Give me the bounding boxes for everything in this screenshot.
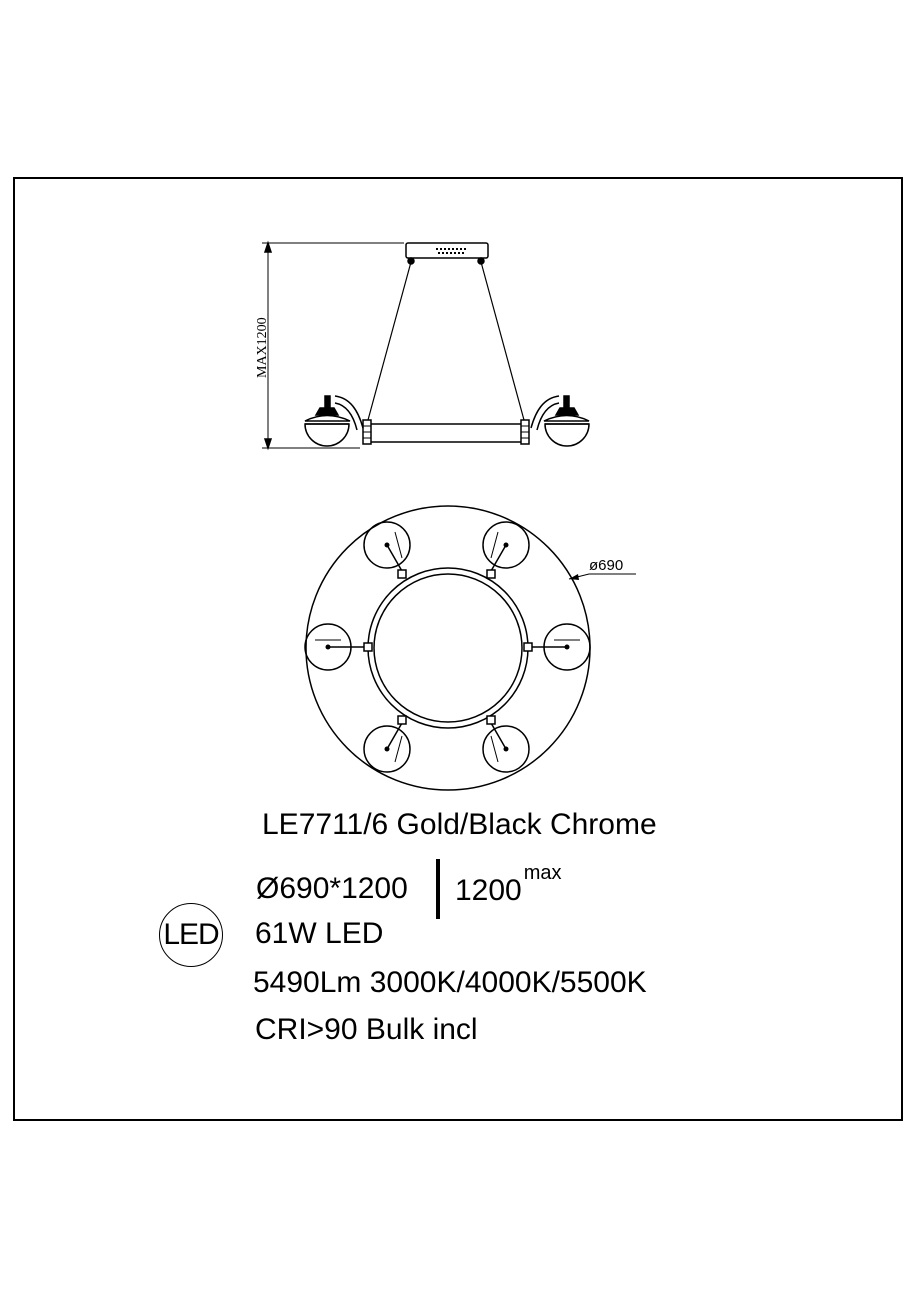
side-view <box>262 243 589 448</box>
diameter-dimension-label: ø690 <box>589 557 624 574</box>
dimensions-value: Ø690*1200 <box>256 872 408 905</box>
ring-inner <box>374 574 522 722</box>
height-dimension-label: MAX1200 <box>255 317 270 378</box>
ring-body <box>366 424 528 442</box>
ring-outer <box>368 568 528 728</box>
led-badge <box>159 903 223 967</box>
model-name: LE7711/6 Gold/Black Chrome <box>262 808 657 841</box>
power-spec: 61W LED <box>255 917 384 950</box>
dimension-separator <box>436 859 440 919</box>
cri-bulb-spec: CRI>90 Bulk incl <box>255 1013 478 1046</box>
ceiling-canopy <box>406 243 488 258</box>
max-height-value: 1200 <box>455 874 522 907</box>
outer-diameter-circle <box>306 506 590 790</box>
max-height-suffix: max <box>523 862 562 884</box>
top-view <box>305 506 636 790</box>
led-badge-label: LED <box>163 918 219 951</box>
max-height <box>455 862 562 908</box>
lumen-cct-spec: 5490Lm 3000K/4000K/5500K <box>253 966 647 999</box>
